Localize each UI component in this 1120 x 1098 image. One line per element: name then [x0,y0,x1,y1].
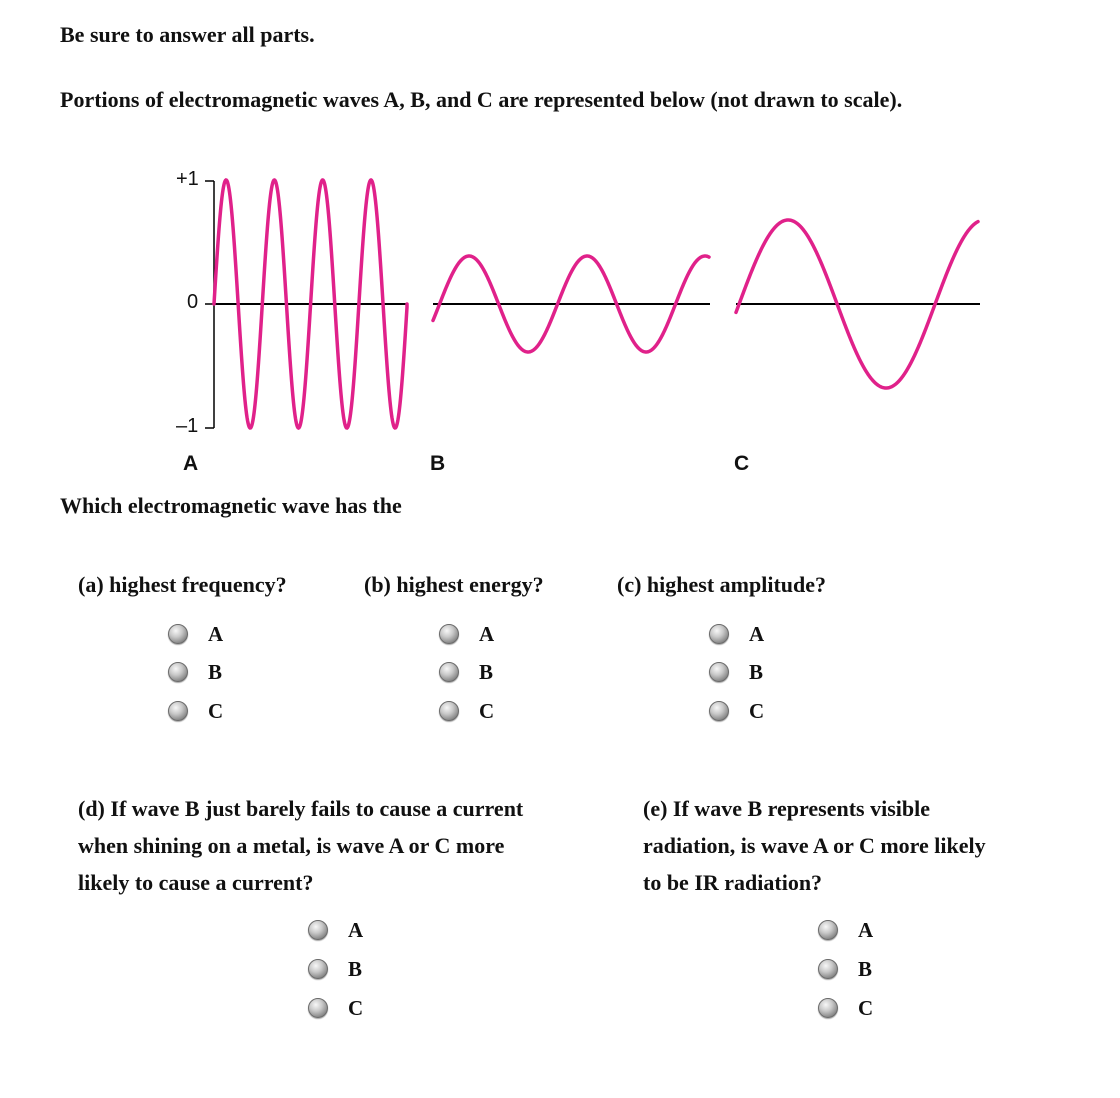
option-label: B [208,659,223,684]
question-a-option-a[interactable] [168,621,223,647]
question-b-option-c[interactable] [439,698,494,724]
question-c-option-c[interactable] [709,698,764,724]
option-label: C [858,995,874,1020]
question-b-option-b[interactable] [439,659,493,685]
radio-button[interactable] [439,624,459,644]
radio-button[interactable] [818,920,838,940]
option-label: B [749,659,764,684]
question-a-label: (a) highest frequency? [78,572,287,597]
radio-button[interactable] [308,959,328,979]
radio-button[interactable] [818,959,838,979]
option-label: A [348,917,364,942]
question-c-option-a[interactable] [709,621,764,647]
question-e-option-a[interactable] [818,917,873,943]
question-e-option-b[interactable] [818,956,872,982]
instruction-text: Be sure to answer all parts. [60,22,315,47]
y-tick-label-plus-one: +1 [176,168,199,190]
question-e-option-c[interactable] [818,995,873,1021]
option-label: C [208,698,224,723]
option-label: A [479,621,495,646]
question-a-option-b[interactable] [168,659,222,685]
question-e-line-1: (e) If wave B represents visible [643,796,930,821]
radio-button[interactable] [308,998,328,1018]
option-label: C [479,698,495,723]
question-d-line-3: likely to cause a current? [78,870,314,895]
question-d-option-c[interactable] [308,995,363,1021]
option-label: A [208,621,224,646]
question-d-line-1: (d) If wave B just barely fails to cause a current [78,796,524,821]
question-e-text [643,790,1083,901]
question-d-text [78,790,618,901]
question-e-line-3: to be IR radiation? [643,870,823,895]
radio-button[interactable] [439,662,459,682]
question-b-option-a[interactable] [439,621,494,647]
radio-button[interactable] [709,701,729,721]
option-label: C [749,698,765,723]
which-prompt: Which electromagnetic wave has the [60,493,402,518]
option-label: A [749,621,765,646]
y-tick-label-minus-one: –1 [176,415,199,437]
wave-svg [0,0,1120,490]
radio-button[interactable] [168,624,188,644]
option-label: C [348,995,364,1020]
question-d-option-b[interactable] [308,956,362,982]
radio-button[interactable] [308,920,328,940]
question-d-line-2: when shining on a metal, is wave A or C more [78,833,505,858]
radio-button[interactable] [709,662,729,682]
radio-button[interactable] [168,662,188,682]
y-tick-label-zero: 0 [187,291,199,313]
question-b-label: (b) highest energy? [364,572,544,597]
question-e-line-2: radiation, is wave A or C more likely [643,833,986,858]
intro-text: Portions of electromagnetic waves A, B, and C are represented below (not drawn to scale). [60,87,903,112]
option-label: A [858,917,874,942]
option-label: B [858,956,873,981]
question-a-option-c[interactable] [168,698,223,724]
radio-button[interactable] [818,998,838,1018]
radio-button[interactable] [709,624,729,644]
radio-button[interactable] [168,701,188,721]
wave-label-b: B [430,452,446,475]
question-d-option-a[interactable] [308,917,363,943]
radio-button[interactable] [439,701,459,721]
option-label: B [479,659,494,684]
wave-label-a: A [183,452,199,475]
option-label: B [348,956,363,981]
question-c-option-b[interactable] [709,659,763,685]
wave-figure [0,0,1120,490]
wave-label-c: C [734,452,750,475]
question-c-label: (c) highest amplitude? [617,572,826,597]
